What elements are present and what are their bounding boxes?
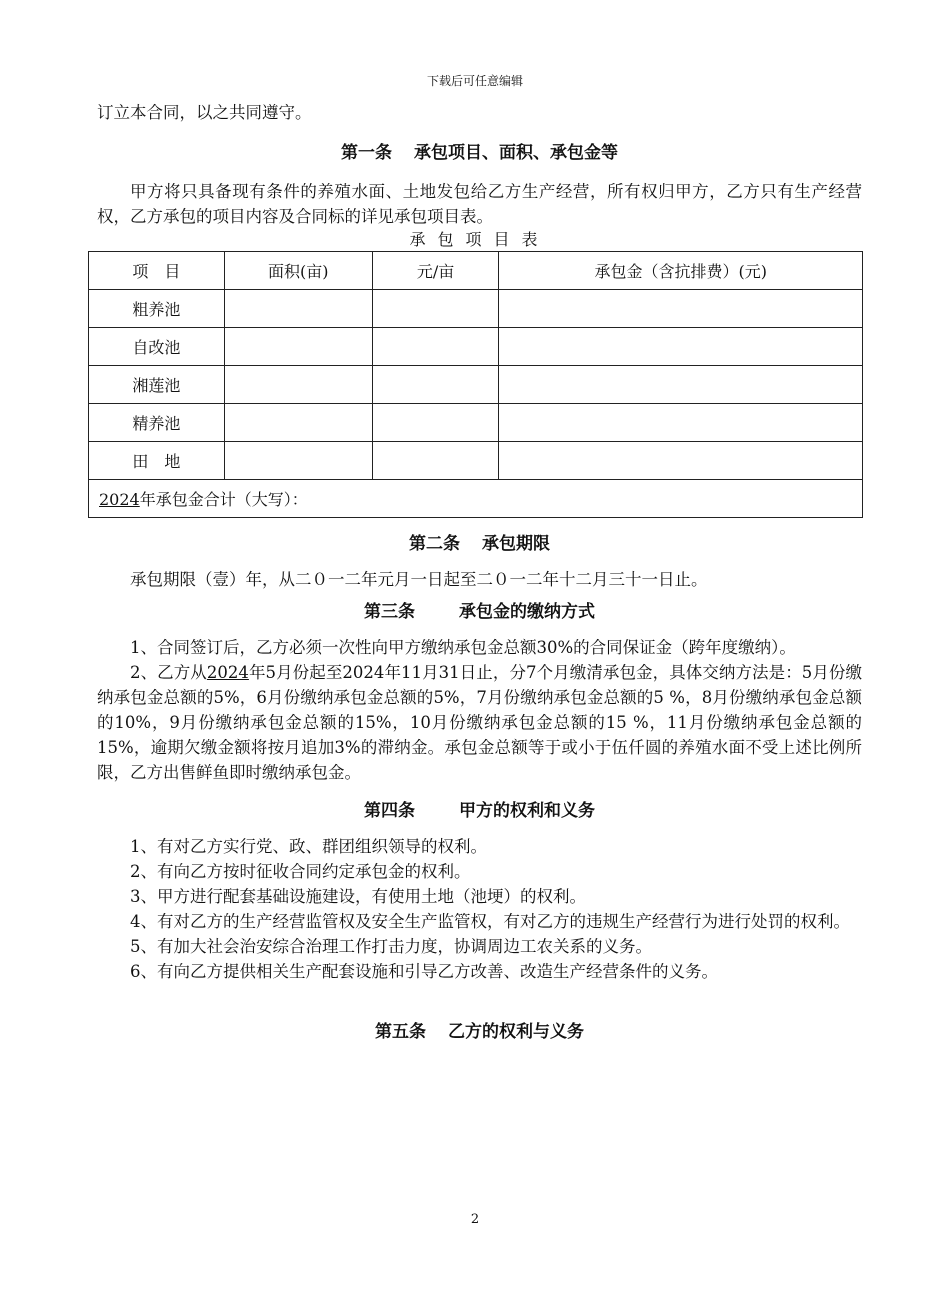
total-year: 2024: [99, 490, 140, 509]
article-2-number: 第二条: [409, 534, 460, 554]
article-4-title: 甲方的权利和义务: [459, 801, 595, 821]
page-number: 2: [470, 1212, 480, 1227]
table-total-row: [89, 480, 863, 518]
table-row: [89, 290, 863, 328]
table-cell-item: 精养池: [89, 404, 225, 442]
table-cell: [499, 290, 863, 328]
table-cell: [224, 442, 372, 480]
table-cell: [372, 328, 499, 366]
article-3-heading: [97, 600, 862, 625]
intro-line: 订立本合同，以之共同遵守。: [97, 103, 312, 122]
article-4-item-3: 3、甲方进行配套基础设施建设，有使用土地（池埂）的权利。: [130, 887, 586, 906]
article-1-heading: [97, 141, 862, 166]
table-cell-item: 田 地: [89, 442, 225, 480]
table-cell: [499, 404, 863, 442]
document-body: [97, 100, 862, 1045]
table-row: [89, 404, 863, 442]
article-4-number: 第四条: [364, 801, 415, 821]
table-cell: [372, 366, 499, 404]
article-1-paragraph: 甲方将只具备现有条件的养殖水面、土地发包给乙方生产经营，所有权归甲方，乙方只有生产经营权，乙方承包的项目内容及合同标的详见承包项目表。: [97, 182, 862, 226]
table-header-cell: 面积(亩): [224, 252, 372, 290]
article-5-number: 第五条: [375, 1022, 426, 1042]
table-cell-item: 自改池: [89, 328, 225, 366]
article-3-number: 第三条: [364, 602, 415, 622]
article-2-paragraph: 承包期限（壹）年，从二０一二年元月一日起至二０一二年十二月三十一日止。: [130, 570, 708, 589]
table-cell: [372, 404, 499, 442]
article-5-heading: [97, 1020, 862, 1045]
article-3-title: 承包金的缴纳方式: [459, 602, 595, 622]
article-4-item-6: 6、有向乙方提供相关生产配套设施和引导乙方改善、改造生产经营条件的义务。: [130, 962, 718, 981]
table-caption: 承包项目表: [409, 230, 550, 249]
article-4-item-1: 1、有对乙方实行党、政、群团组织领导的权利。: [130, 837, 487, 856]
total-label: 年承包金合计（大写）：: [139, 490, 308, 509]
article-4-item-5: 5、有加大社会治安综合治理工作打击力度，协调周边工农关系的义务。: [130, 937, 652, 956]
table-cell: [224, 404, 372, 442]
table-header-cell: 承包金（含抗排费）(元): [499, 252, 863, 290]
table-cell: [372, 290, 499, 328]
article-1-title: 承包项目、面积、承包金等: [414, 143, 618, 163]
article-4-item-2: 2、有向乙方按时征收合同约定承包金的权利。: [130, 862, 471, 881]
article-1-number: 第一条: [341, 143, 392, 163]
article-2-title: 承包期限: [482, 534, 550, 554]
table-cell: [499, 366, 863, 404]
item-2-text: 年5月份起至2024年11月31日止，分7个月缴清承包金，具体交纳方法是：5月份缴纳承包金总额的5%，6月份缴纳承包金总额的5%，7月份缴纳承包金总额的5 %，8月份缴纳承包金总额的10%，9月份缴纳承包金总额的15%，10月份缴纳承包金总额的15 %，11月份缴纳承包金总额的15%，逾期欠缴金额将按月追加3%的滞纳金。承包金总额等于或小于伍仟圆的养殖水面不受上述比例所限，乙方出售鲜鱼即时缴纳承包金。: [97, 663, 862, 782]
item-2-prefix: 2、乙方从: [130, 663, 207, 682]
table-cell: [372, 442, 499, 480]
table-cell: [224, 366, 372, 404]
table-cell: [499, 328, 863, 366]
article-3-item-1: 1、合同签订后，乙方必须一次性向甲方缴纳承包金总额30%的合同保证金（跨年度缴纳）。: [130, 638, 796, 657]
table-cell: [499, 442, 863, 480]
table-cell: [224, 290, 372, 328]
article-2-heading: [97, 532, 862, 557]
table-cell-item: 湘莲池: [89, 366, 225, 404]
item-2-year: 2024: [206, 663, 249, 682]
table-header-row: [89, 252, 863, 290]
article-4-heading: [97, 799, 862, 824]
table-cell: [224, 328, 372, 366]
header-note: 下载后可任意编辑: [426, 74, 523, 88]
table-header-cell: 元/亩: [372, 252, 499, 290]
table-row: [89, 366, 863, 404]
article-3-item-2: [97, 660, 862, 785]
table-total-cell: [89, 480, 863, 518]
table-cell-item: 粗养池: [89, 290, 225, 328]
article-4-item-4: 4、有对乙方的生产经营监管权及安全生产监管权，有对乙方的违规生产经营行为进行处罚的权利。: [130, 912, 850, 931]
table-row: [89, 442, 863, 480]
article-5-title: 乙方的权利与义务: [448, 1022, 584, 1042]
table-row: [89, 328, 863, 366]
project-table: [88, 251, 863, 518]
table-header-cell: 项 目: [89, 252, 225, 290]
